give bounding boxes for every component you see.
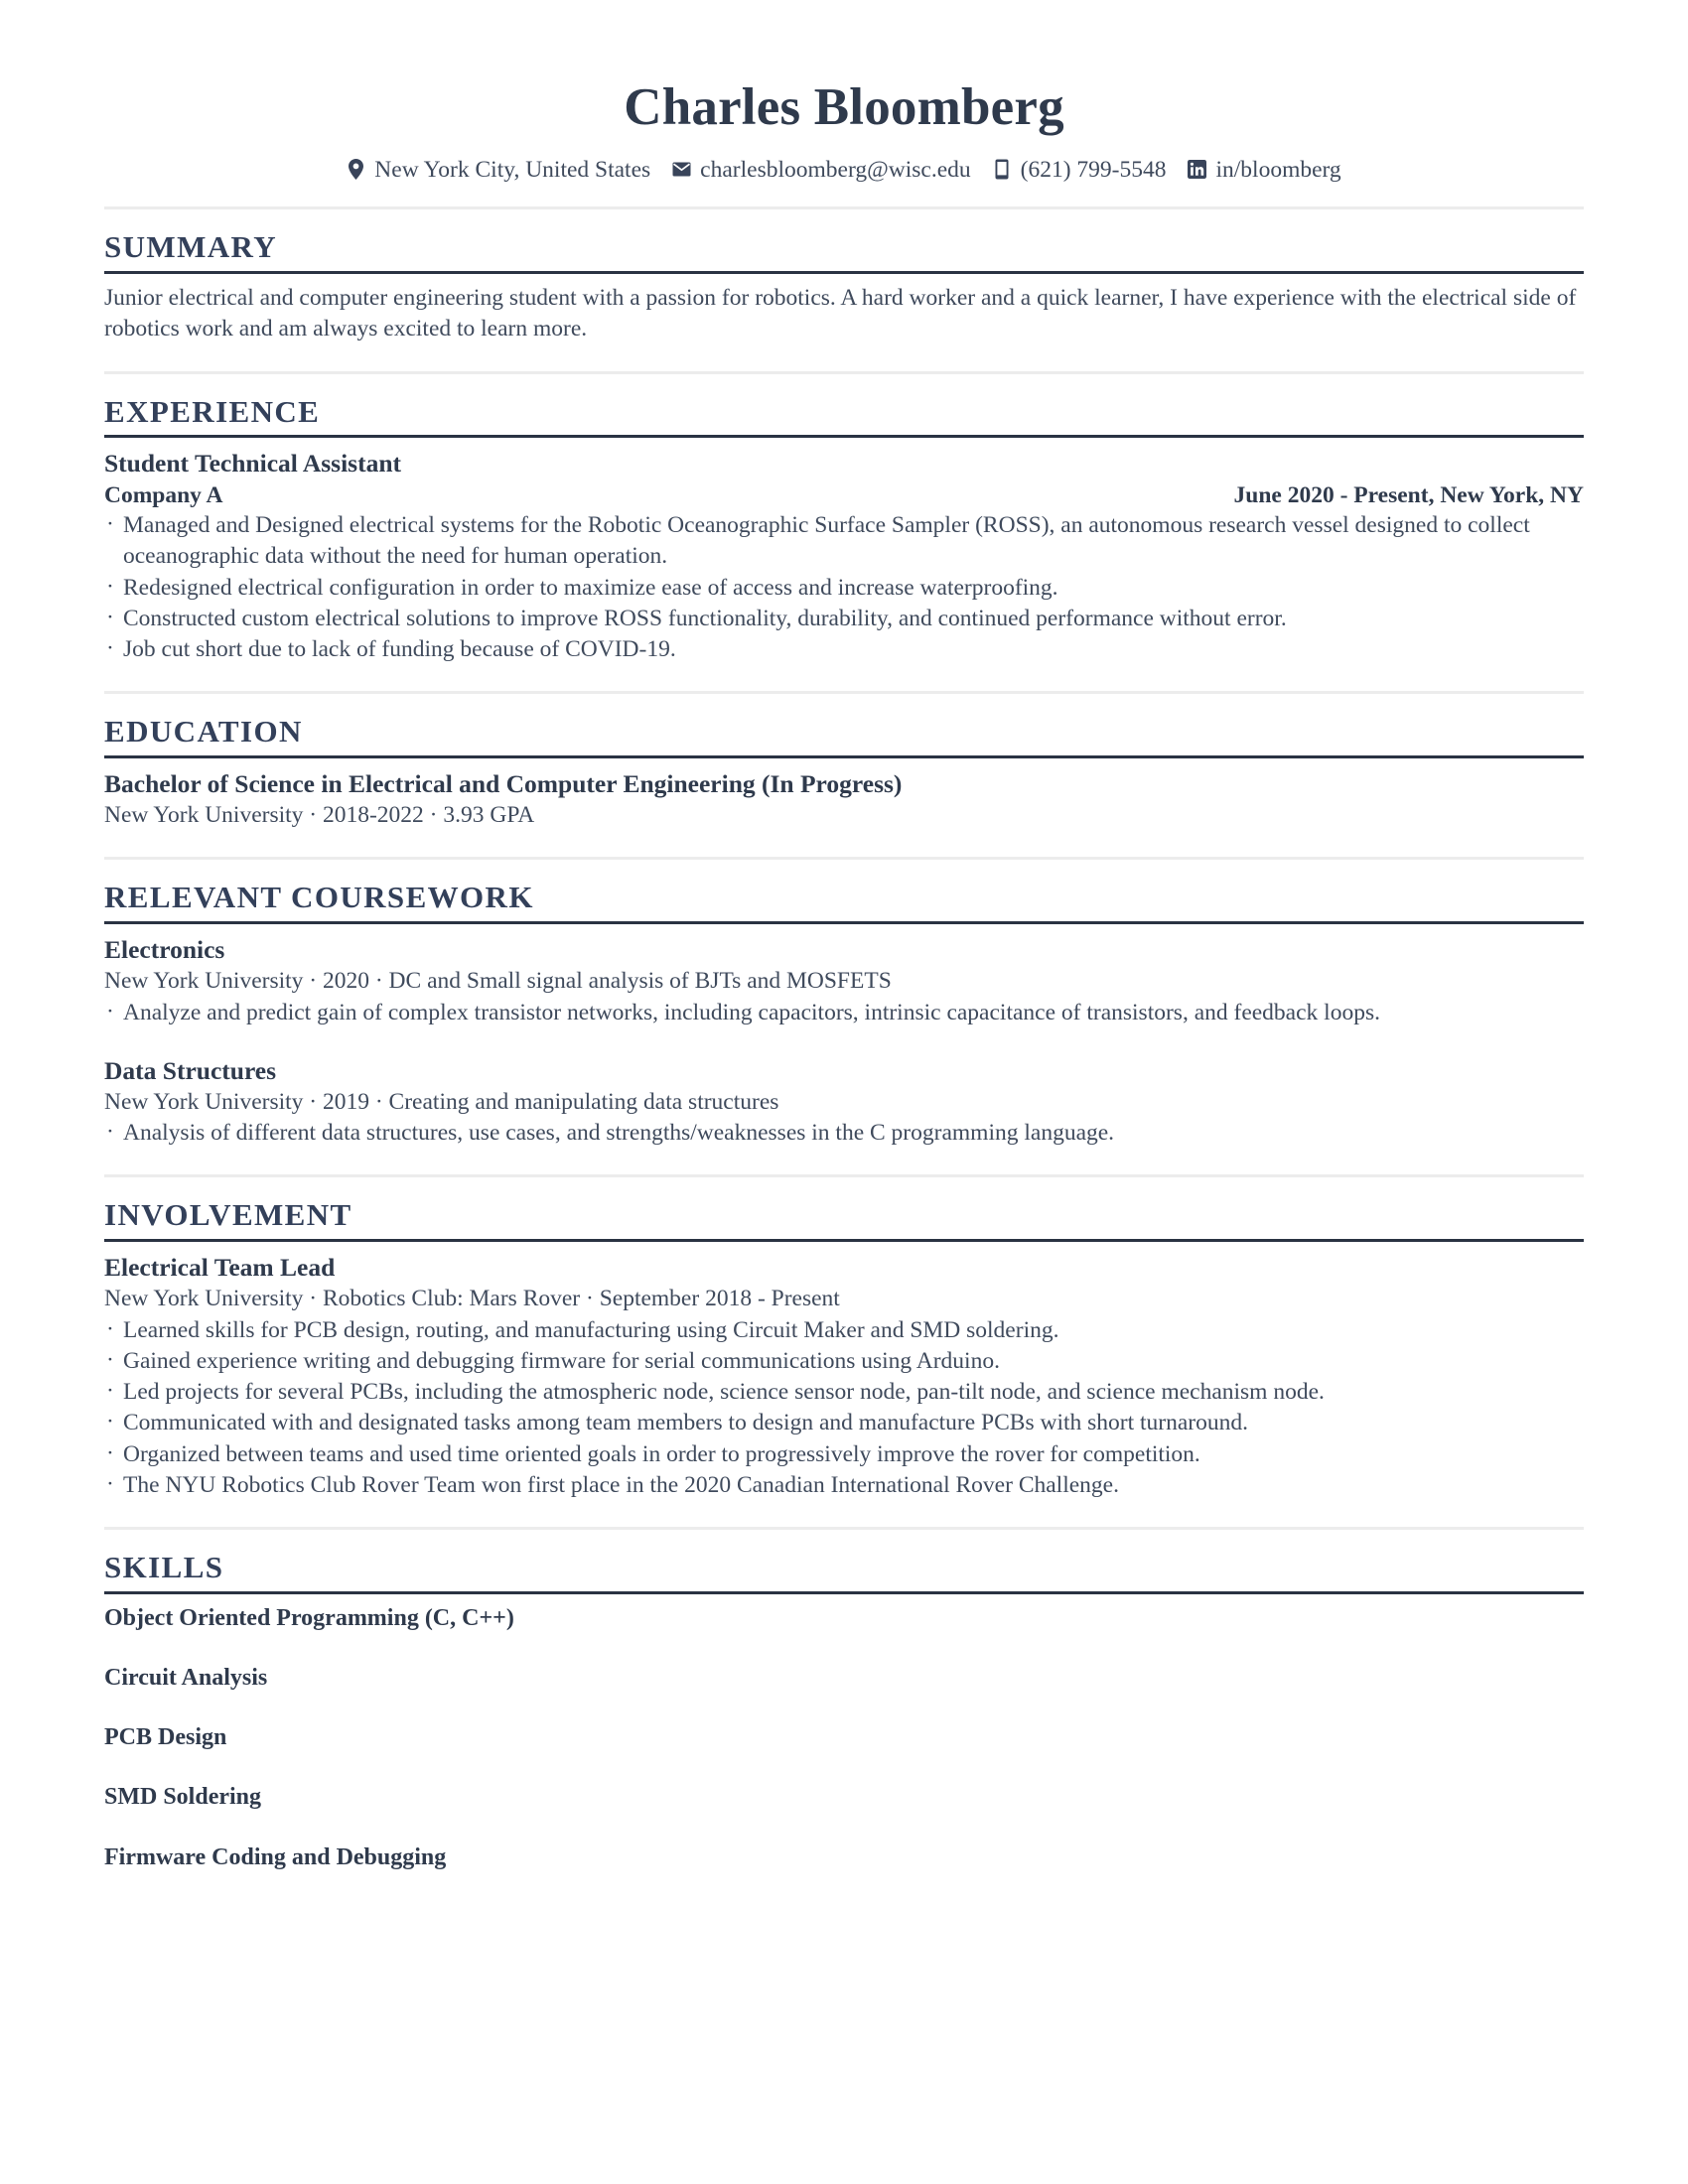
phone-icon xyxy=(993,159,1012,181)
list-item: · Job cut short due to lack of funding because of COVID-19. xyxy=(104,634,1584,665)
envelope-icon xyxy=(672,159,691,181)
section-rule-skills xyxy=(104,1591,1584,1594)
experience-dates-location: June 2020 - Present, New York, NY xyxy=(1233,481,1584,508)
list-item: · Led projects for several PCBs, including the atmospheric node, science sensor node, pan-tilt node, and science mechanism node. xyxy=(104,1377,1584,1408)
section-rule-summary xyxy=(104,271,1584,274)
contact-phone-text: (621) 799-5548 xyxy=(1020,156,1167,183)
contact-linkedin-text: in/bloomberg xyxy=(1215,156,1341,183)
resume-header xyxy=(104,0,1584,181)
education-entry xyxy=(104,767,1584,831)
section-rule-coursework xyxy=(104,921,1584,924)
experience-bullets xyxy=(104,510,1584,665)
contact-email xyxy=(672,158,970,182)
page-title: Charles Bloomberg xyxy=(624,78,1064,136)
coursework-bullets xyxy=(104,1118,1584,1149)
skill-item: SMD Soldering xyxy=(104,1784,262,1811)
list-item: · Gained experience writing and debugging firmware for serial communications using Arduino. xyxy=(104,1346,1584,1377)
list-item: · Analyze and predict gain of complex transistor networks, including capacitors, intrinsic capacitance of transistors, and feedback loops. xyxy=(104,998,1584,1028)
section-summary xyxy=(104,209,1584,344)
list-item: · The NYU Robotics Club Rover Team won first place in the 2020 Canadian International Rover Challenge. xyxy=(104,1470,1584,1501)
involvement-role: Electrical Team Lead xyxy=(104,1253,336,1283)
contact-linkedin xyxy=(1188,158,1340,182)
section-skills xyxy=(104,1530,1584,1873)
experience-role: Student Technical Assistant xyxy=(104,449,402,478)
contact-location-text: New York City, United States xyxy=(374,156,651,183)
section-rule-experience xyxy=(104,435,1584,438)
section-rule-education xyxy=(104,755,1584,758)
coursework-details: New York University · 2020 · DC and Small signal analysis of BJTs and MOSFETS xyxy=(104,968,892,995)
contact-phone xyxy=(993,158,1167,182)
section-title-involvement: INVOLVEMENT xyxy=(104,1197,352,1233)
list-item: · Organized between teams and used time oriented goals in order to progressively improve the rover for competition. xyxy=(104,1439,1584,1470)
contact-line xyxy=(104,158,1584,182)
list-item: · Redesigned electrical configuration in order to maximize ease of access and increase waterproofing. xyxy=(104,573,1584,604)
section-title-coursework: RELEVANT COURSEWORK xyxy=(104,880,534,915)
involvement-details: New York University · Robotics Club: Mars Rover · September 2018 - Present xyxy=(104,1286,840,1312)
section-title-summary: SUMMARY xyxy=(104,229,278,265)
section-experience xyxy=(104,374,1584,666)
contact-location xyxy=(347,158,650,182)
involvement-bullets xyxy=(104,1315,1584,1502)
coursework-entry xyxy=(104,1054,1584,1150)
location-pin-icon xyxy=(347,159,365,181)
experience-entry xyxy=(104,447,1584,665)
section-title-skills: SKILLS xyxy=(104,1550,224,1585)
list-item: · Learned skills for PCB design, routing, and manufacturing using Circuit Maker and SMD soldering. xyxy=(104,1315,1584,1346)
coursework-course-name: Electronics xyxy=(104,935,225,965)
experience-meta-row xyxy=(104,480,1584,511)
skills-list xyxy=(104,1603,1584,1873)
education-details: New York University · 2018-2022 · 3.93 GPA xyxy=(104,802,535,829)
education-degree: Bachelor of Science in Electrical and Computer Engineering (In Progress) xyxy=(104,769,903,799)
section-title-experience: EXPERIENCE xyxy=(104,393,321,429)
skill-item: Object Oriented Programming (C, C++) xyxy=(104,1604,514,1631)
contact-email-text: charlesbloomberg@wisc.edu xyxy=(700,156,971,183)
coursework-entry xyxy=(104,933,1584,1028)
experience-company: Company A xyxy=(104,481,223,508)
skill-item: PCB Design xyxy=(104,1724,227,1751)
involvement-entry xyxy=(104,1251,1584,1501)
summary-text: Junior electrical and computer engineering student with a passion for robotics. A hard worker and a quick learner, I have experience with the electrical side of robotics work and am always excited to learn more. xyxy=(104,285,1577,342)
list-item: · Constructed custom electrical solutions to improve ROSS functionality, durability, and continued performance without error. xyxy=(104,604,1584,634)
coursework-course-name: Data Structures xyxy=(104,1055,277,1085)
coursework-bullets xyxy=(104,998,1584,1028)
section-title-education: EDUCATION xyxy=(104,714,303,750)
list-item: · Analysis of different data structures, use cases, and strengths/weaknesses in the C programming language. xyxy=(104,1118,1584,1149)
section-coursework xyxy=(104,860,1584,1149)
section-involvement xyxy=(104,1177,1584,1501)
section-rule-involvement xyxy=(104,1239,1584,1242)
skill-item: Circuit Analysis xyxy=(104,1664,268,1691)
coursework-details: New York University · 2019 · Creating and manipulating data structures xyxy=(104,1088,779,1115)
list-item: · Managed and Designed electrical systems for the Robotic Oceanographic Surface Sampler (ROSS), an autonomous research vessel designed to collect oceanographic data without the need for human operation. xyxy=(104,510,1584,573)
list-item: · Communicated with and designated tasks among team members to design and manufacture PCBs with short turnaround. xyxy=(104,1408,1584,1438)
section-education xyxy=(104,694,1584,831)
linkedin-icon xyxy=(1188,159,1206,181)
skill-item: Firmware Coding and Debugging xyxy=(104,1843,447,1870)
